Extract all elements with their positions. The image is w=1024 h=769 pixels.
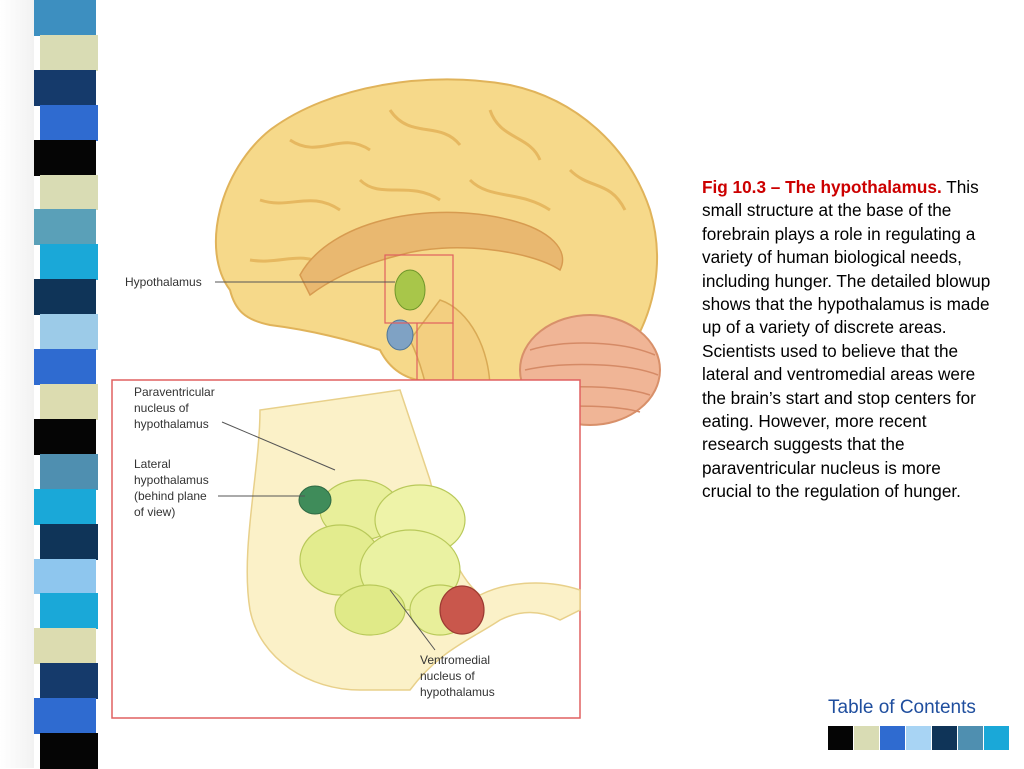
- label-ventromedial-3: hypothalamus: [420, 685, 495, 699]
- figure-caption: [702, 176, 992, 504]
- stripe-block: [40, 663, 98, 699]
- pituitary: [387, 320, 413, 350]
- swatch: [906, 726, 931, 750]
- caption-title: Fig 10.3 – The hypothalamus.: [702, 177, 942, 197]
- decorative-stripe: [0, 0, 116, 768]
- label-paraventricular-1: Paraventricular: [134, 385, 215, 399]
- label-ventromedial-1: Ventromedial: [420, 653, 491, 667]
- lateral-hypothalamus-shape: [299, 486, 331, 514]
- stripe-block: [34, 628, 96, 664]
- stripe-block: [34, 419, 96, 455]
- label-lateral-4: of view): [134, 505, 176, 519]
- label-paraventricular-2: nucleus of: [134, 401, 189, 415]
- label-lateral-2: hypothalamus: [134, 473, 209, 487]
- stripe-block: [40, 384, 98, 420]
- brain-figure: [110, 50, 700, 730]
- swatch: [828, 726, 853, 750]
- stripe-block: [34, 279, 96, 315]
- stripe-block: [40, 593, 98, 629]
- label-paraventricular-3: hypothalamus: [134, 417, 209, 431]
- label-hypothalamus: Hypothalamus: [125, 275, 202, 289]
- stripe-block: [34, 698, 96, 734]
- stripe-block: [34, 140, 96, 176]
- label-lateral-1: Lateral: [134, 457, 171, 471]
- stripe-block: [40, 733, 98, 769]
- table-of-contents-link[interactable]: Table of Contents: [828, 697, 976, 718]
- stripe-block: [40, 454, 98, 490]
- stripe-block: [40, 105, 98, 141]
- mammillary-body: [440, 586, 484, 634]
- stripe-block: [34, 349, 96, 385]
- hypothalamus-small: [395, 270, 425, 310]
- stripe-block: [40, 524, 98, 560]
- color-swatches: [828, 726, 1010, 750]
- stripe-block: [34, 0, 96, 36]
- swatch: [932, 726, 957, 750]
- stripe-block: [34, 559, 96, 595]
- swatch: [984, 726, 1009, 750]
- stripe-block: [40, 35, 98, 71]
- swatch: [854, 726, 879, 750]
- swatch: [880, 726, 905, 750]
- stripe-block: [34, 209, 96, 245]
- stripe-block: [40, 175, 98, 211]
- stripe-block: [40, 314, 98, 350]
- stripe-block: [34, 70, 96, 106]
- swatch: [958, 726, 983, 750]
- caption-body: This small structure at the base of the forebrain plays a role in regulating a variety of human biological needs, including hunger. The detailed blowup shows that the hypothalamus is made up of a variety of discrete areas. Scientists used to believe that the lateral and ventromedial areas were the brain’s start and stop centers for eating. However, more recent research suggests that the paraventricular nucleus is more crucial to the regulation of hunger.: [702, 177, 991, 502]
- stripe-edge: [0, 0, 34, 768]
- stripe-block: [34, 489, 96, 525]
- stripe-block: [40, 244, 98, 280]
- label-ventromedial-2: nucleus of: [420, 669, 475, 683]
- label-lateral-3: (behind plane: [134, 489, 207, 503]
